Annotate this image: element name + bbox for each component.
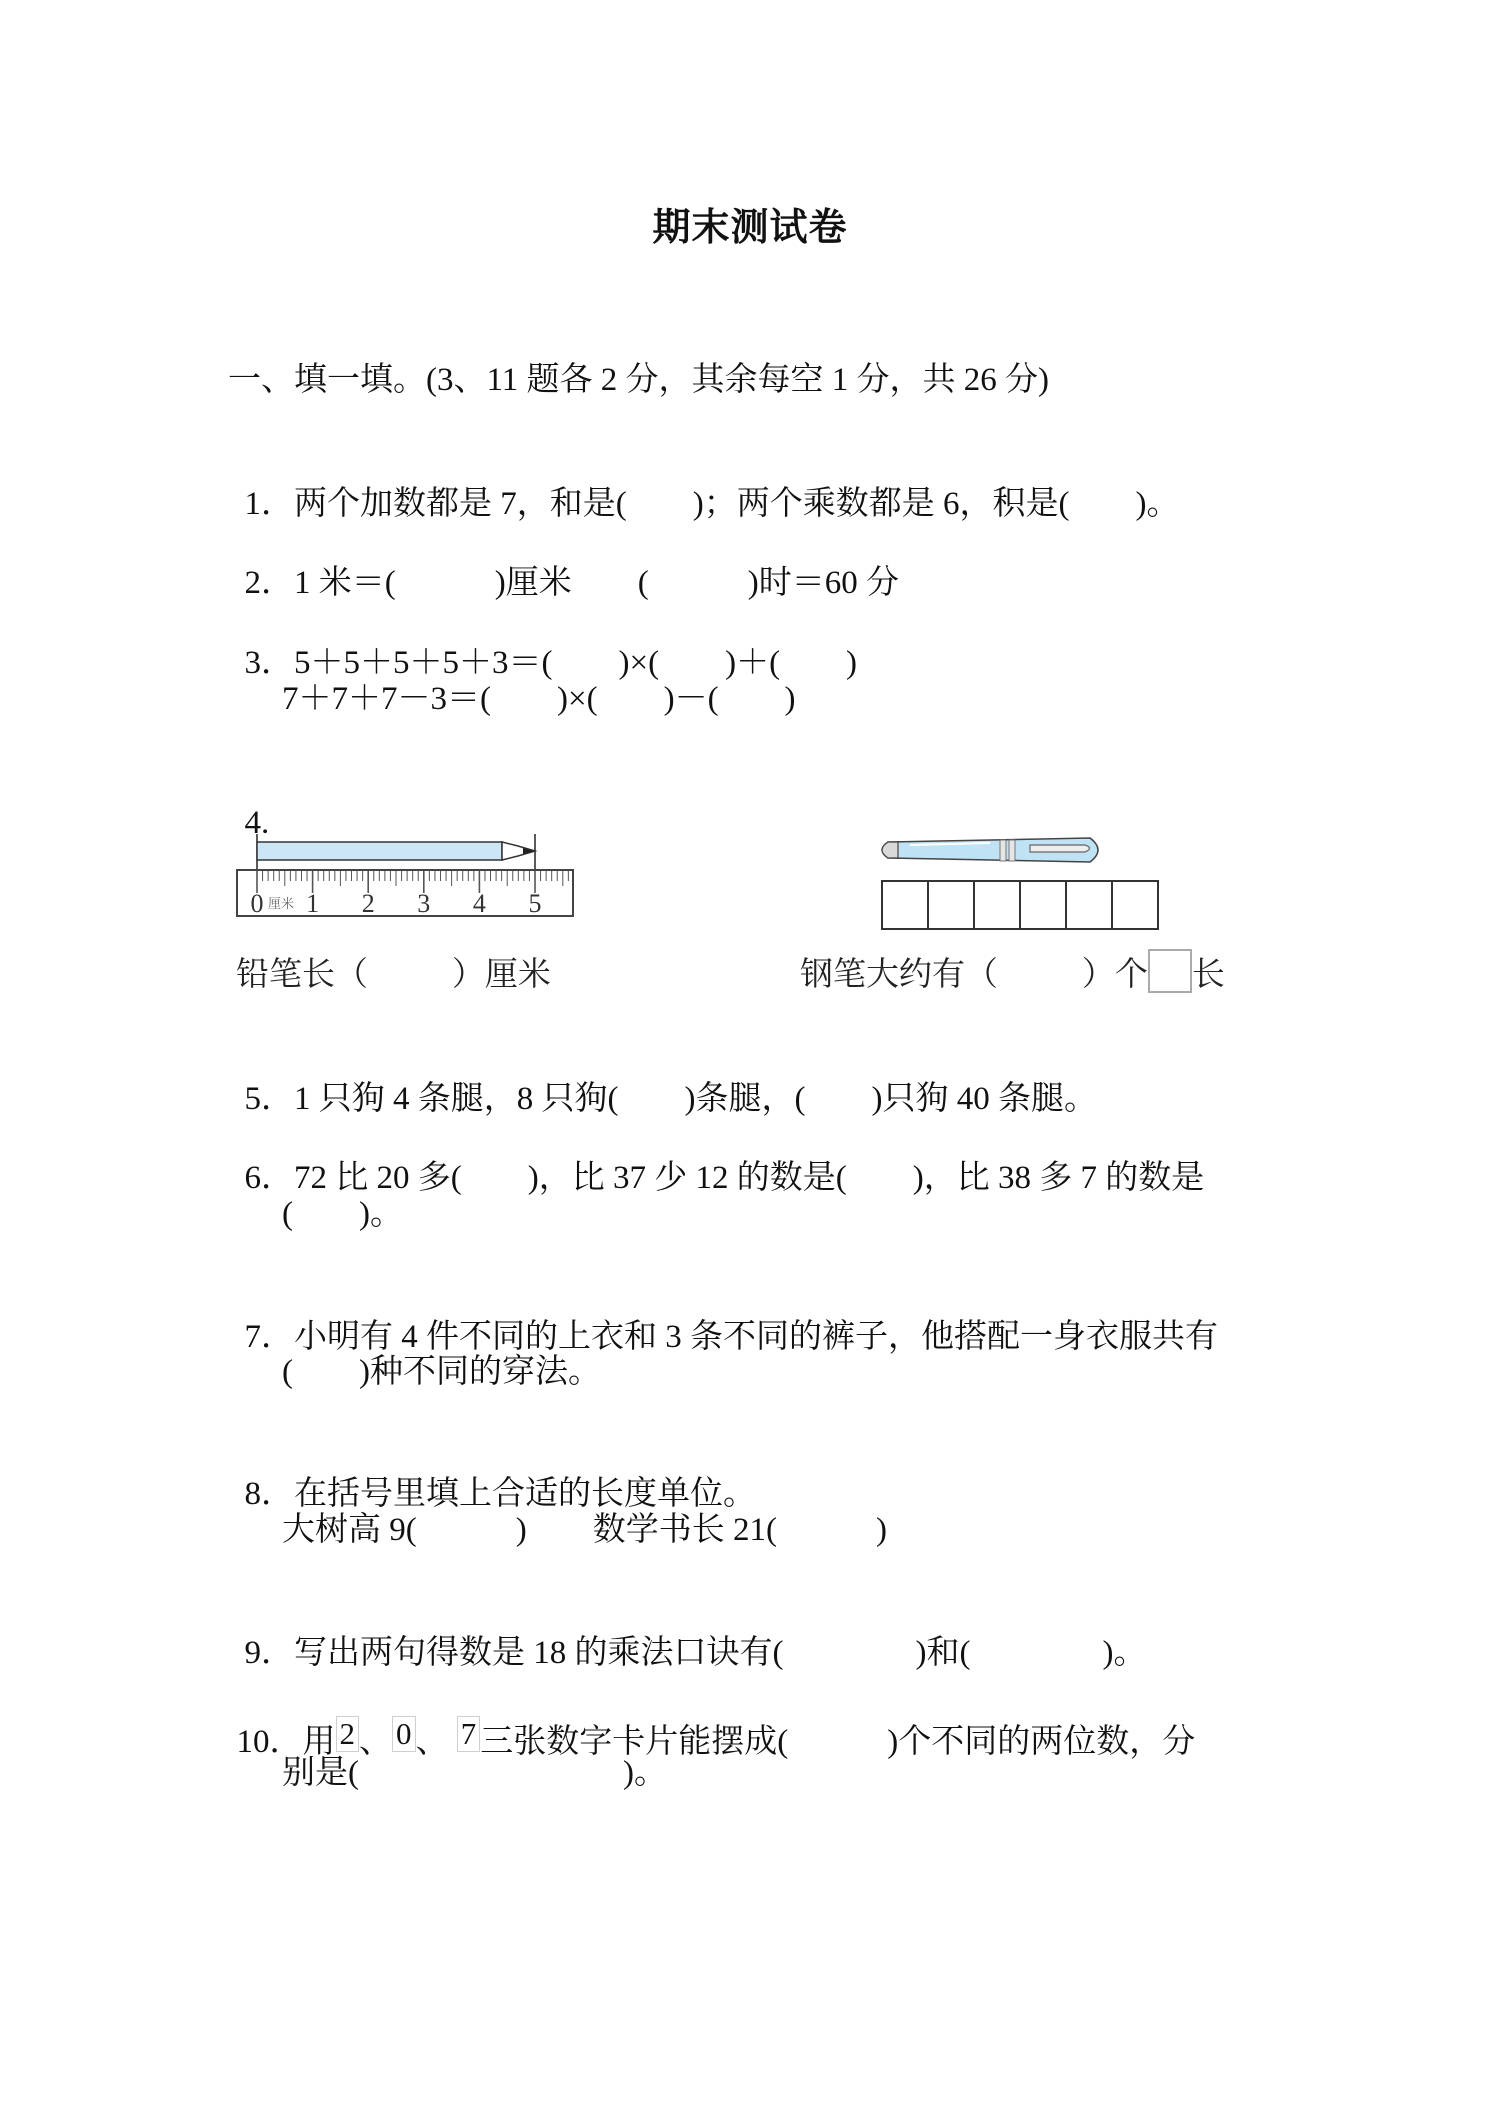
- ruler-tick-label: 2: [361, 889, 375, 918]
- ruler-tick-label: 5: [528, 889, 542, 918]
- measure-box: [974, 881, 1020, 929]
- question-10-line-2: 别是( )。: [282, 1755, 667, 1791]
- ruler-unit-label: 厘米: [268, 896, 295, 911]
- question-6: [228, 1112, 1204, 1200]
- separator: 、: [415, 1724, 449, 1760]
- question-number: 7．: [244, 1319, 294, 1355]
- number-card: 7: [457, 1716, 481, 1752]
- ruler-tick-label: 4: [472, 889, 486, 918]
- question-number: 6．: [244, 1160, 294, 1196]
- pen-caption-text: 钢笔大约有（ ）个: [800, 954, 1148, 993]
- pen-caption-suffix: 长: [1191, 954, 1225, 993]
- question-text: 三张数字卡片能摆成( )个不同的两位数，分: [480, 1724, 1196, 1760]
- question-5: [228, 1033, 1097, 1121]
- question-text: 在括号里填上合适的长度单位。: [294, 1476, 756, 1512]
- measure-box: [928, 881, 974, 929]
- measure-box: [1112, 881, 1158, 929]
- question-number: 3．: [244, 645, 294, 681]
- pencil-icon: [257, 834, 535, 874]
- question-1: [228, 438, 1179, 526]
- question-8-line-2: 大树高 9( ) 数学书长 21( ): [282, 1512, 887, 1548]
- pen-figure: [870, 836, 1170, 936]
- measure-box: [1066, 881, 1112, 929]
- number-card: 0: [392, 1716, 416, 1752]
- separator: 、: [359, 1724, 392, 1760]
- question-text: 5＋5＋5＋5＋3＝( )×( )＋( ): [294, 645, 858, 681]
- ruler-icon: [237, 870, 573, 918]
- question-text: 两个加数都是 7，和是( )；两个乘数都是 6，积是( )。: [294, 486, 1180, 522]
- question-number: 8．: [244, 1476, 294, 1512]
- question-text: 1 只狗 4 条腿，8 只狗( )条腿，( )只狗 40 条腿。: [294, 1081, 1097, 1117]
- question-3-line-2: 7＋7＋7－3＝( )×( )－( ): [282, 681, 796, 717]
- ruler-tick-label: 0: [250, 889, 264, 918]
- section-header: 一、填一填。(3、11 题各 2 分，其余每空 1 分，共 26 分): [228, 362, 1050, 398]
- question-8: [228, 1428, 756, 1516]
- measure-boxes: [882, 881, 1158, 929]
- question-number: 1．: [244, 486, 294, 522]
- question-9: [228, 1587, 1146, 1675]
- question-prefix: 用: [302, 1724, 336, 1760]
- question-number: 4.: [244, 805, 270, 841]
- question-7: [228, 1271, 1218, 1359]
- question-7-line-2: ( )种不同的穿法。: [282, 1354, 601, 1390]
- question-number: 5．: [244, 1081, 294, 1117]
- pen-icon: [882, 838, 1098, 862]
- measure-box: [882, 881, 928, 929]
- question-number: 10．: [236, 1724, 303, 1760]
- ruler-tick-label: 3: [417, 889, 431, 918]
- question-number: 2．: [244, 565, 294, 601]
- question-number: 9．: [244, 1635, 294, 1671]
- ruler-tick-label: 1: [306, 889, 320, 918]
- unit-box-icon: [1148, 949, 1192, 993]
- question-3: [228, 597, 857, 685]
- page-title: 期末测试卷: [652, 205, 848, 249]
- question-text: 小明有 4 件不同的上衣和 3 条不同的裤子，他搭配一身衣服共有: [294, 1319, 1218, 1355]
- pencil-caption: 铅笔长（ ）厘米: [236, 954, 551, 993]
- pen-caption: [800, 948, 1225, 995]
- question-2: [228, 517, 899, 605]
- question-6-line-2: ( )。: [282, 1196, 403, 1232]
- question-text: 1 米＝( )厘米 ( )时＝60 分: [294, 565, 899, 601]
- question-text: 72 比 20 多( )，比 37 少 12 的数是( )，比 38 多 7 的数是: [294, 1160, 1205, 1196]
- question-text: 写出两句得数是 18 的乘法口诀有( )和( )。: [294, 1635, 1147, 1671]
- ruler-figure: [235, 830, 575, 920]
- measure-box: [1020, 881, 1066, 929]
- number-card: 2: [336, 1716, 360, 1752]
